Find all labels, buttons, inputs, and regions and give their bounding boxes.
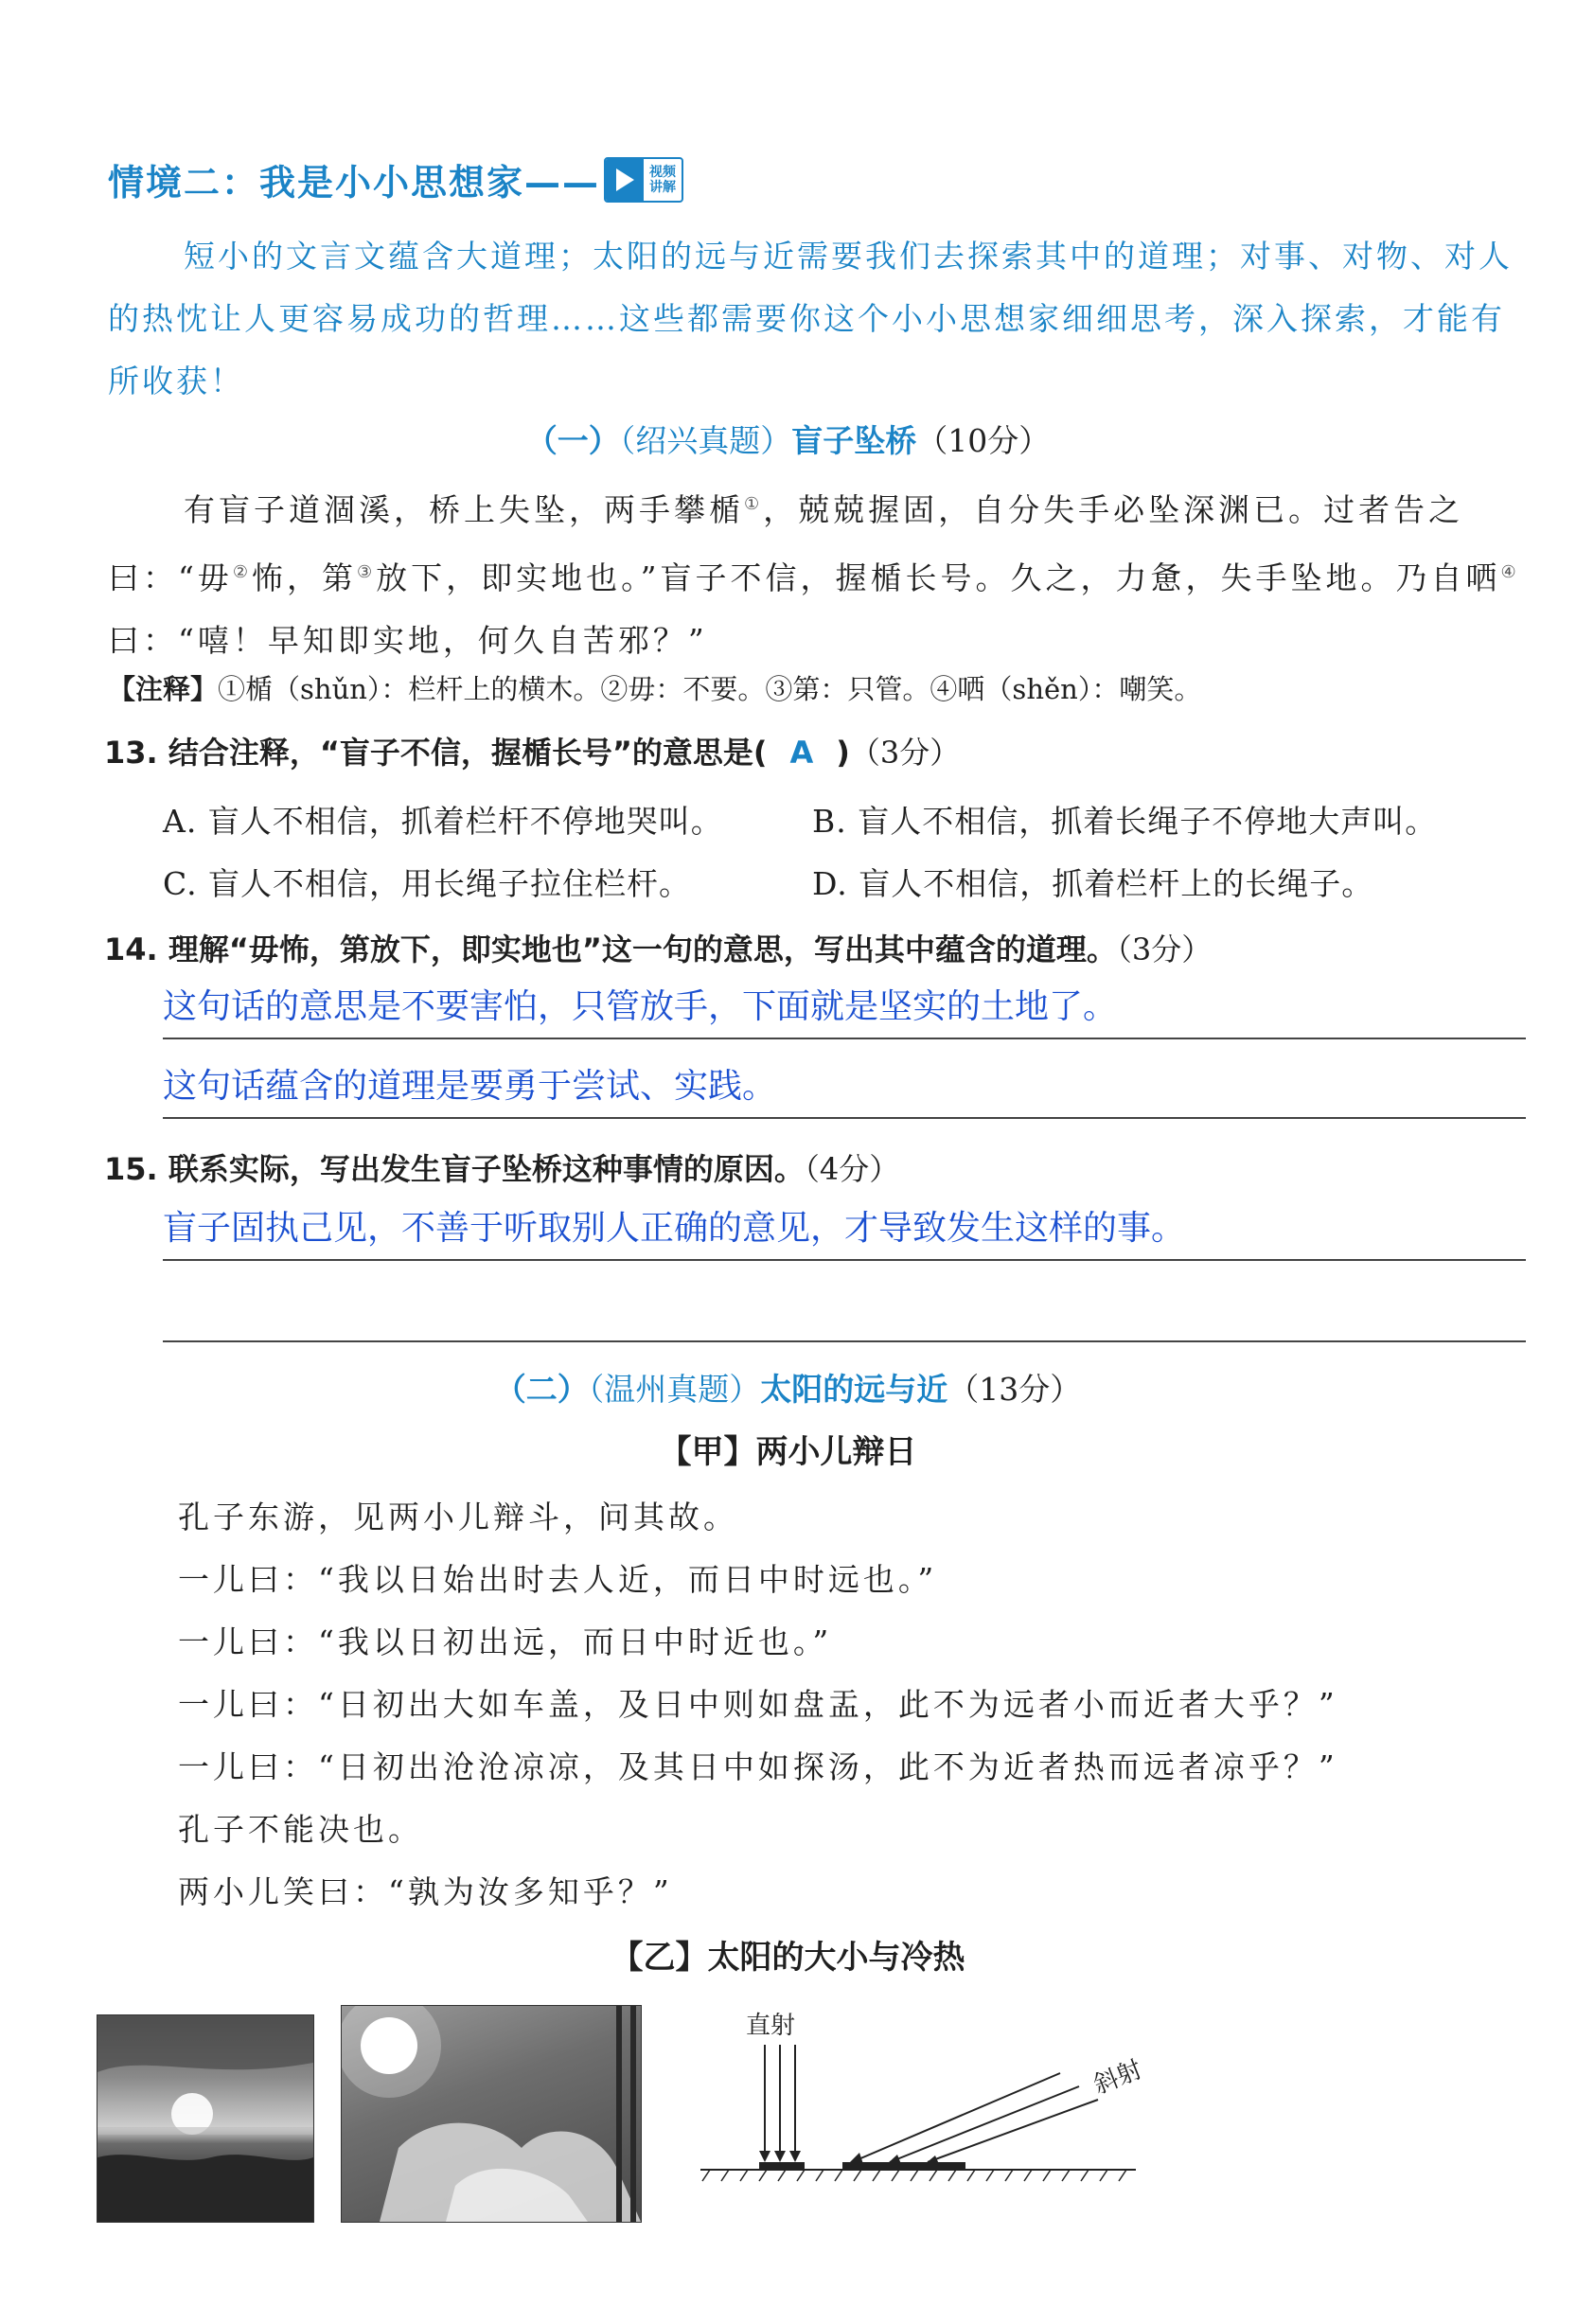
direct-oblique-diagram [700, 2007, 1174, 2200]
section1-number: （一） [525, 422, 620, 459]
q15-text: 联系实际，写出发生盲子坠桥这种事情的原因。 [168, 1151, 805, 1187]
section2-source: （温州真题） [588, 1371, 761, 1408]
jia-line: 一儿曰：“我以日初出远，而日中时近也。” [178, 1623, 833, 1660]
q15-score: （4分） [804, 1151, 900, 1187]
q14-answer-line-1[interactable]: 这句话的意思是不要害怕，只管放手，下面就是坚实的土地了。 [163, 985, 1526, 1039]
question-15 [104, 1145, 1543, 1189]
q15-number: 15. [104, 1151, 158, 1187]
oblique-label: 斜射 [1089, 2055, 1146, 2101]
q13-text: 结合注释，“盲子不信，握楯长号”的意思是( [168, 735, 768, 771]
question-13 [104, 729, 1543, 772]
jia-title: 【甲】两小儿辩日 [659, 1433, 917, 1471]
section1-source: （绍兴真题） [619, 422, 792, 459]
q14-text: 理解“毋怖，第放下，即实地也”这一句的意思，写出其中蕴含的道理。 [168, 931, 1117, 967]
video-explain-button[interactable] [604, 157, 683, 203]
passage-paragraph [108, 473, 1532, 672]
section1-score: （10分） [916, 422, 1051, 459]
q13-option-b[interactable]: B. 盲人不相信，抓着长绳子不停地大声叫。 [812, 803, 1438, 840]
passage-text: ，兢兢握固，自分失手必坠深渊已。过者告之曰：“毋 [108, 491, 1464, 596]
yi-title: 【乙】太阳的大小与冷热 [611, 1939, 965, 1977]
q13-option-c[interactable]: C. 盲人不相信，用长绳子拉住栏杆。 [163, 865, 692, 902]
footnote-marker: ① [744, 494, 764, 514]
jia-line: 两小儿笑曰：“孰为汝多知乎？” [178, 1873, 673, 1910]
jia-line: 孔子不能决也。 [178, 1811, 423, 1848]
section2-title: 太阳的远与近 [760, 1371, 948, 1408]
section1-title: 盲子坠桥 [791, 422, 917, 459]
footnote-marker: ② [232, 562, 253, 582]
section1-passage [108, 473, 1532, 672]
jia-line: 一儿曰：“日初出大如车盖，及日中则如盘盂，此不为远者小而近者大乎？” [178, 1686, 1338, 1723]
q14-score: （3分） [1116, 931, 1213, 967]
play-icon [606, 159, 644, 201]
q13-text-after: ) [836, 735, 850, 771]
situation-title-text: 情境二：我是小小思想家—— [108, 162, 601, 204]
video-explain-label: 视频讲解 [649, 164, 677, 195]
passage-text: 有盲子道涸溪，桥上失坠，两手攀楯 [184, 491, 744, 528]
q13-option-d[interactable]: D. 盲人不相信，抓着栏杆上的长绳子。 [812, 865, 1374, 902]
q13-option-a[interactable]: A. 盲人不相信，抓着栏杆不停地哭叫。 [163, 803, 723, 840]
question-14 [104, 926, 1543, 969]
section2-number: （二） [494, 1371, 589, 1408]
sunrise-photo [97, 2014, 314, 2223]
q14-number: 14. [104, 931, 158, 967]
midday-sun-photo [341, 2005, 642, 2223]
footnote-marker: ④ [1500, 562, 1520, 582]
section1-notes [108, 666, 1532, 712]
q14-answer-line-2[interactable]: 这句话蕴含的道理是要勇于尝试、实践。 [163, 1064, 1526, 1119]
situation-intro: 短小的文言文蕴含大道理；太阳的远与近需要我们去探索其中的道理；对事、对物、对人的热忱让人更容易成功的哲理……这些都需要你这个小小思想家细细思考，深入探索，才能有所收获！ [108, 238, 1513, 399]
q13-score: （3分） [849, 735, 961, 771]
footnote-marker: ③ [357, 562, 377, 582]
passage-text: 曰：“嘻！早知即实地，何久自苦邪？” [108, 622, 708, 659]
situation-title [108, 153, 683, 205]
passage-text: 怖，第 [252, 559, 358, 596]
direct-label: 直射 [746, 2012, 796, 2040]
jia-line: 一儿曰：“日初出沧沧凉凉，及其日中如探汤，此不为近者热而远者凉乎？” [178, 1748, 1338, 1785]
q15-answer-line-2[interactable] [163, 1287, 1526, 1342]
q15-answer-line-1[interactable]: 盲子固执己见，不善于听取别人正确的意见，才导致发生这样的事。 [163, 1206, 1526, 1261]
section1-heading [0, 417, 1576, 461]
jia-line: 孔子东游，见两小儿辩斗，问其故。 [178, 1499, 738, 1535]
notes-text: ①楯（shǔn）：栏杆上的横木。②毋：不要。③第：只管。④哂（shěn）：嘲笑。 [218, 673, 1202, 705]
notes-label: 【注释】 [108, 673, 219, 705]
section2-score: （13分） [947, 1371, 1082, 1408]
q13-number: 13. [104, 735, 158, 771]
jia-line: 一儿曰：“我以日始出时去人近，而日中时远也。” [178, 1561, 938, 1598]
passage-text: 放下，即实地也。”盲子不信，握楯长号。久之，力惫，失手坠地。乃自哂 [376, 559, 1501, 596]
jia-passage [178, 1486, 1522, 1924]
section2-heading [0, 1365, 1576, 1410]
q13-answer[interactable]: A [789, 735, 814, 771]
